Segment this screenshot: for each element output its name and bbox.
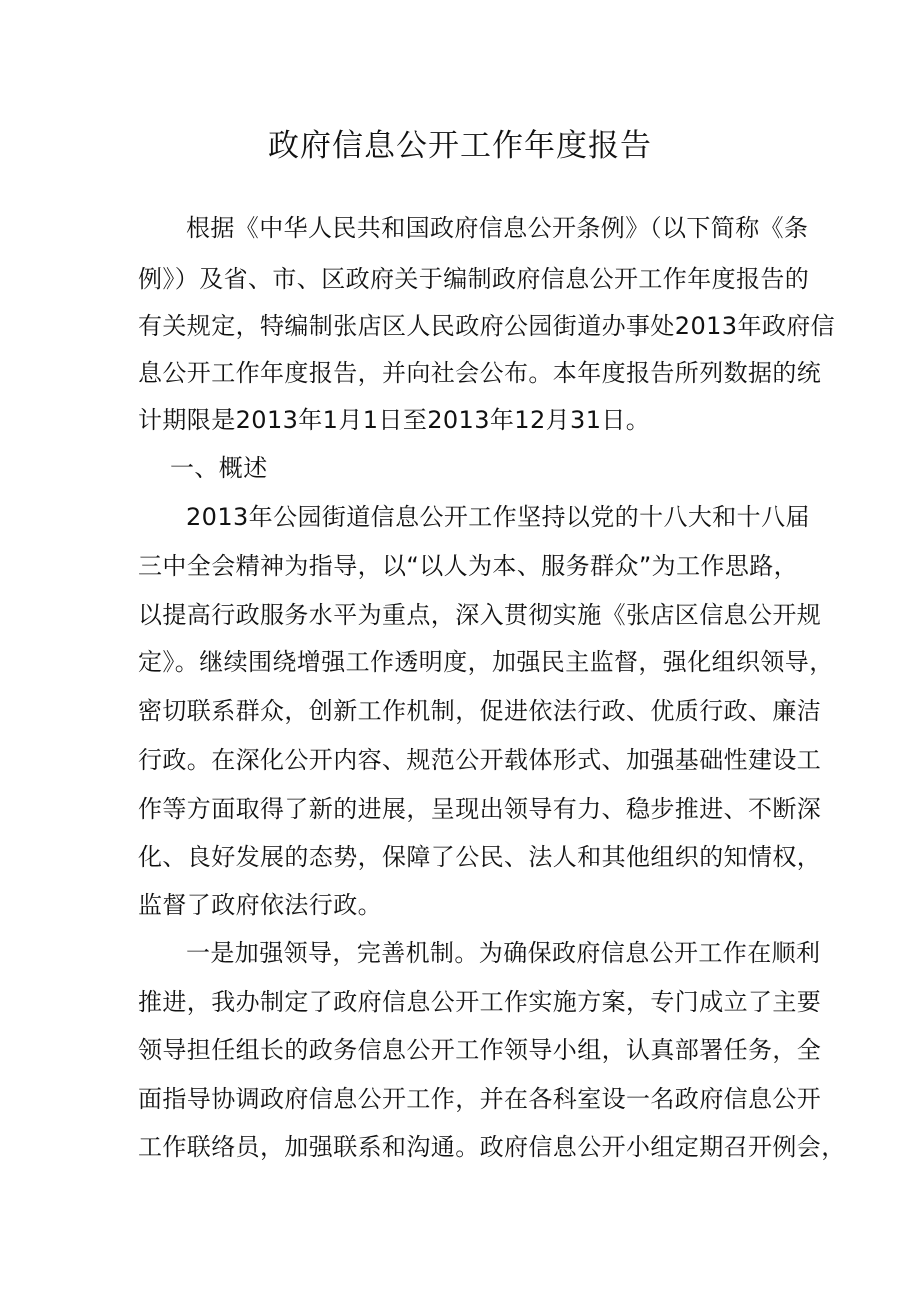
body-line: 计期限是2013年1月1日至2013年12月31日。 [138, 406, 651, 434]
document-title: 政府信息公开工作年度报告 [268, 128, 652, 164]
body-line: 作等方面取得了新的进展，呈现出领导有力、稳步推进、不断深 [138, 795, 822, 823]
body-line: 2013年公园街道信息公开工作坚持以党的十八大和十八届 [186, 503, 810, 531]
body-line: 工作联络员，加强联系和沟通。政府信息公开小组定期召开例会， [138, 1133, 846, 1161]
body-line: 密切联系群众，创新工作机制，促进依法行政、优质行政、廉洁 [138, 697, 822, 725]
body-line: 行政。在深化公开内容、规范公开载体形式、加强基础性建设工 [138, 746, 822, 774]
body-line: 定》。继续围绕增强工作透明度，加强民主监督，强化组织领导， [138, 648, 834, 676]
body-line: 有关规定，特编制张店区人民政府公园街道办事处2013年政府信 [138, 312, 836, 340]
body-line: 例》）及省、市、区政府关于编制政府信息公开工作年度报告的 [138, 265, 810, 293]
body-line: 监督了政府依法行政。 [138, 891, 382, 919]
body-line: 以提高行政服务水平为重点，深入贯彻实施《张店区信息公开规 [138, 601, 822, 629]
body-line: 三中全会精神为指导，以“以人为本、服务群众”为工作思路， [138, 552, 799, 580]
body-line: 领导担任组长的政务信息公开工作领导小组，认真部署任务，全 [138, 1036, 822, 1064]
body-line: 息公开工作年度报告，并向社会公布。本年度报告所列数据的统 [138, 359, 822, 387]
body-line: 化、良好发展的态势，保障了公民、法人和其他组织的知情权， [138, 843, 822, 871]
body-line: 推进，我办制定了政府信息公开工作实施方案，专门成立了主要 [138, 988, 822, 1016]
body-line: 一是加强领导，完善机制。为确保政府信息公开工作在顺利 [186, 939, 821, 967]
section-heading: 一、概述 [170, 454, 268, 482]
body-line: 面指导协调政府信息公开工作，并在各科室设一名政府信息公开 [138, 1085, 822, 1113]
body-line: 根据《中华人民共和国政府信息公开条例》（以下简称《条 [186, 214, 809, 242]
